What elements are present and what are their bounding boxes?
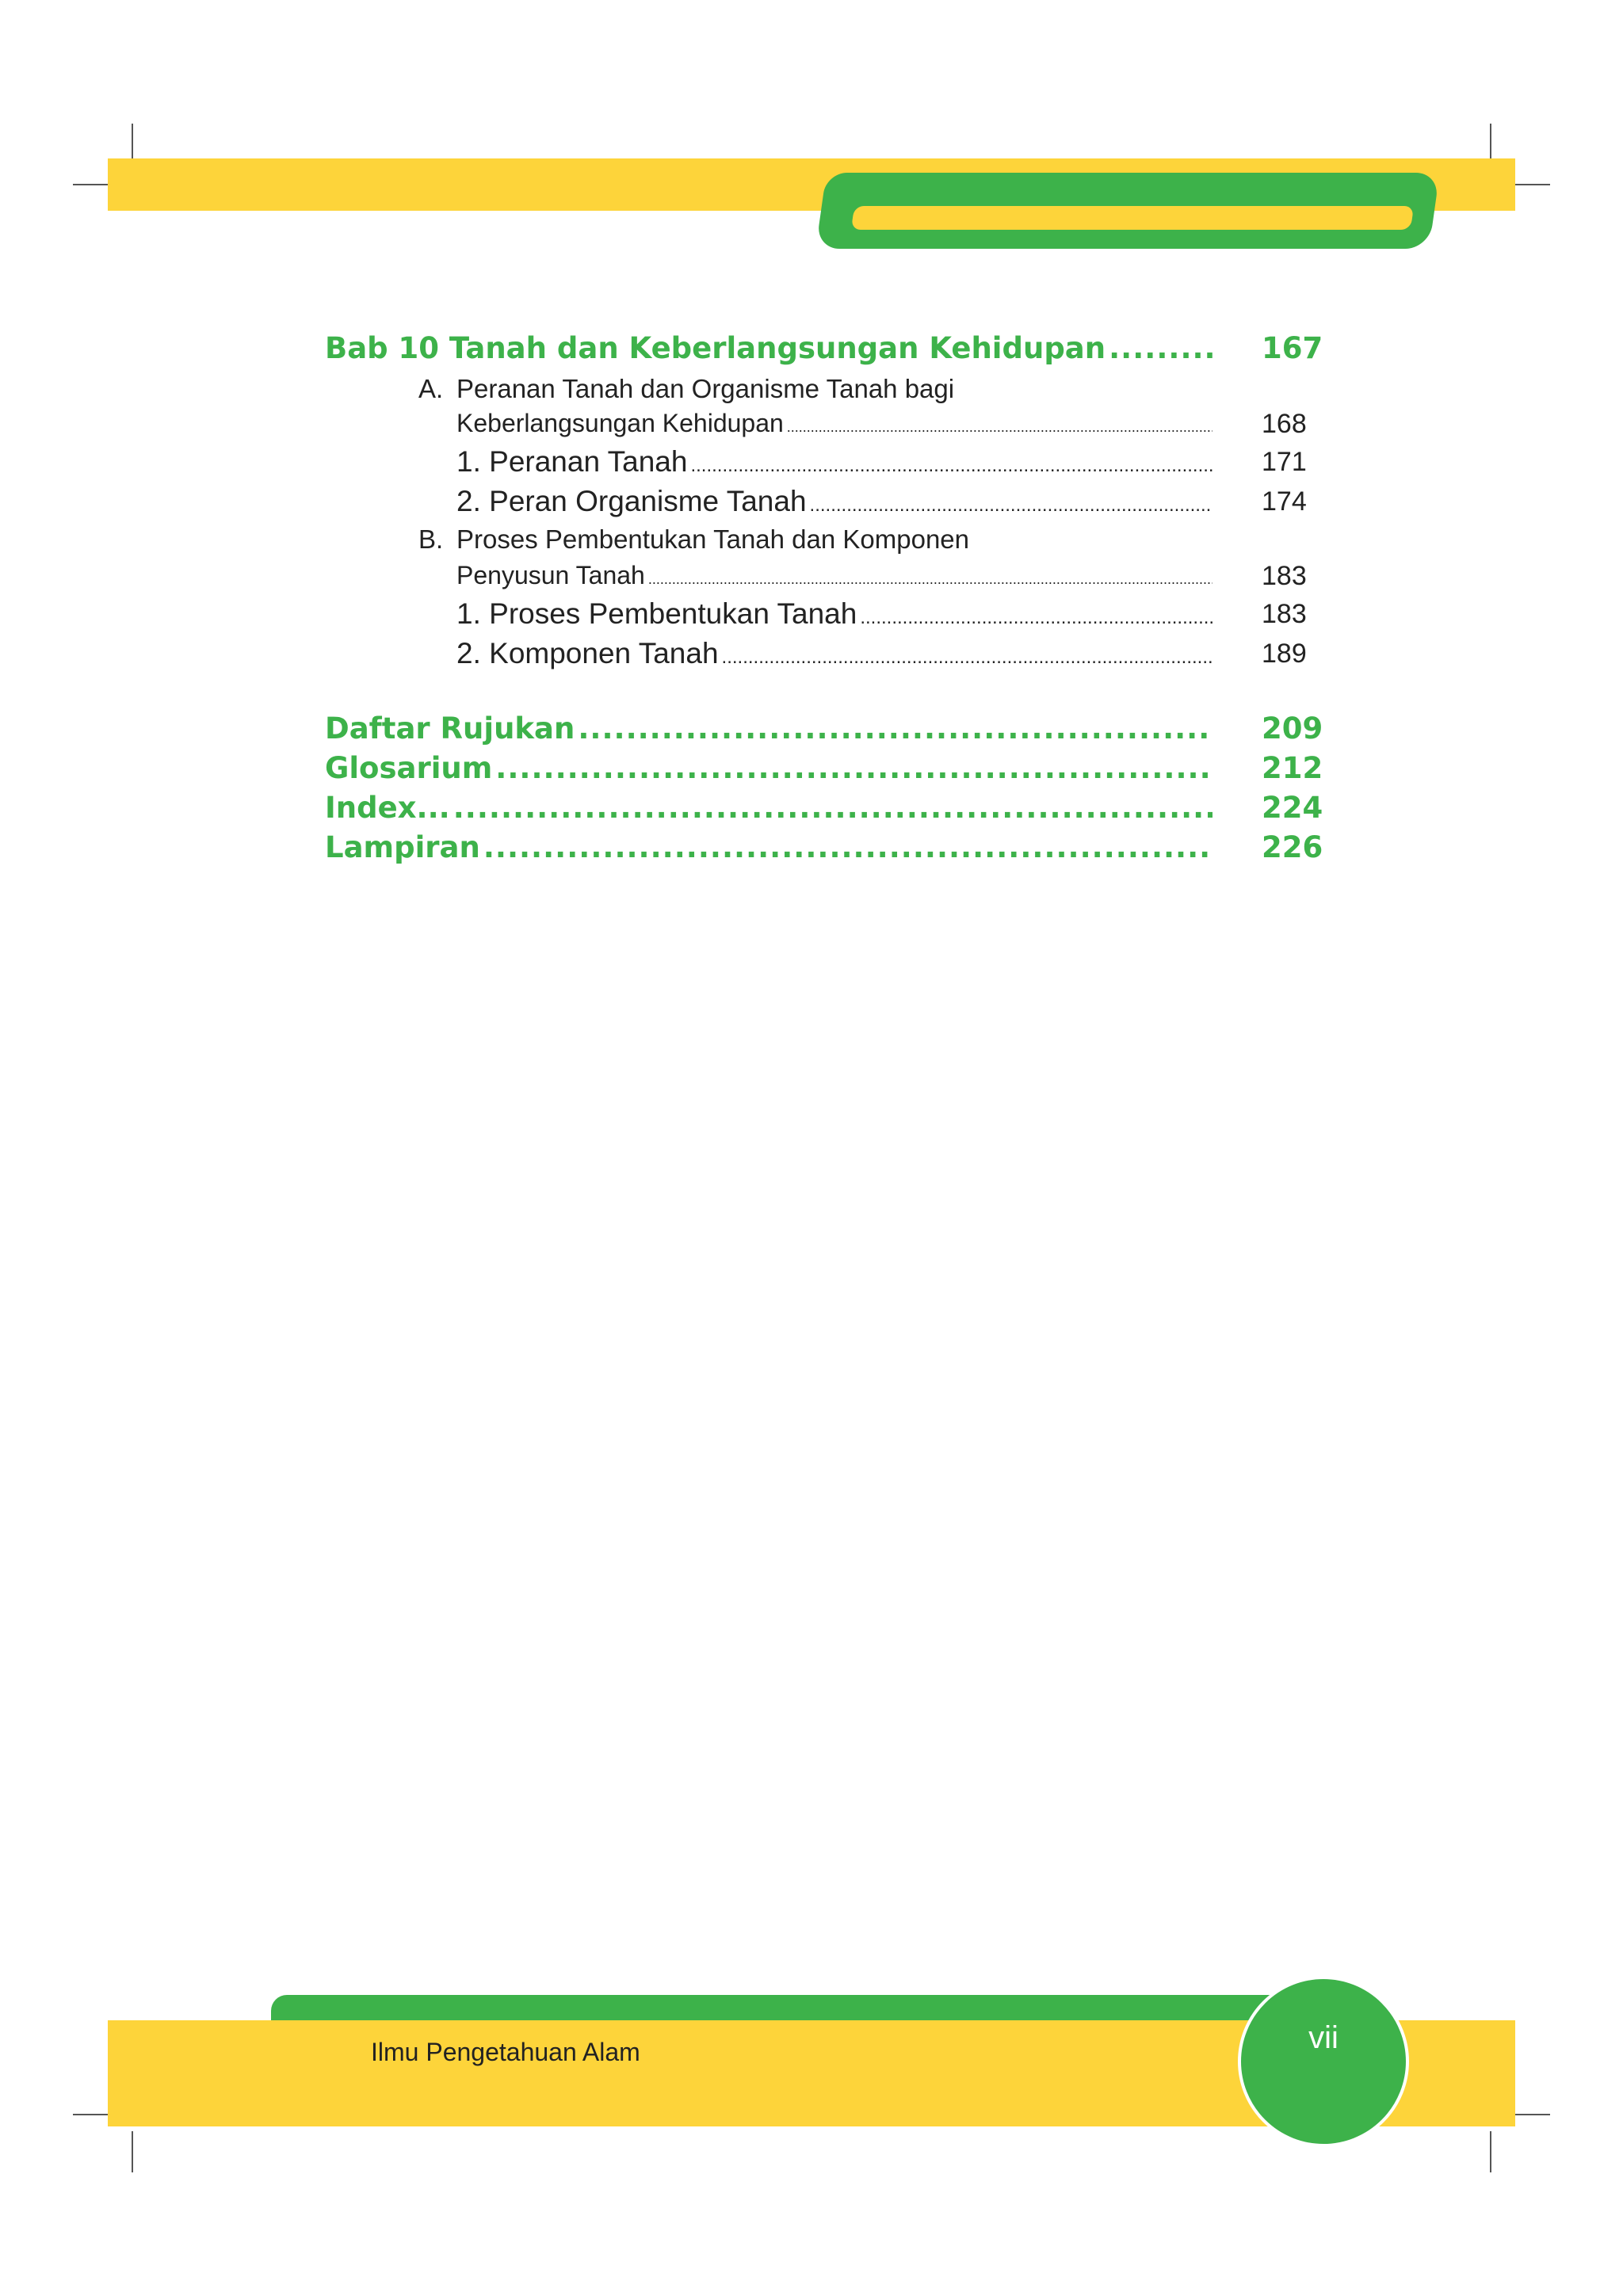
toc-leader-dots	[787, 419, 1212, 436]
toc-entry-label: Penyusun Tanah	[456, 561, 645, 589]
toc-leader-dots	[578, 711, 1212, 746]
toc-page-number: 189	[1262, 639, 1307, 669]
toc-leader-dots	[690, 455, 1212, 477]
toc-leader-dots	[722, 646, 1212, 669]
toc-leader-dots	[860, 607, 1212, 629]
toc-leader-dots	[810, 494, 1212, 517]
toc-page-number: 171	[1262, 447, 1307, 477]
toc-leader-dots	[648, 571, 1212, 588]
toc-section-a-line1[interactable]: Peranan Tanah dan Organisme Tanah bagi	[456, 374, 955, 403]
toc-entry-label: Glosarium	[325, 751, 493, 785]
crop-mark	[1490, 2131, 1491, 2172]
toc-page-number: 212	[1262, 751, 1323, 785]
toc-entry-label: Lampiran	[325, 830, 480, 864]
crop-mark	[132, 2131, 133, 2172]
toc-entry-label: 1. Peranan Tanah	[456, 445, 688, 478]
toc-section-b-line1[interactable]: Proses Pembentukan Tanah dan Komponen	[456, 524, 970, 554]
toc-entry-glosarium[interactable]	[325, 751, 1212, 785]
toc-entry-label: Bab 10 Tanah dan Keberlangsungan Kehidupan	[325, 331, 1106, 365]
toc-entry-daftar-rujukan[interactable]	[325, 711, 1212, 746]
page-number-circle	[1238, 1976, 1409, 2147]
toc-entry-label: Keberlangsungan Kehidupan	[456, 409, 784, 437]
footer-book-title: Ilmu Pengetahuan Alam	[371, 2038, 640, 2066]
toc-entry-section-b2[interactable]	[456, 637, 1212, 670]
toc-page-number: 224	[1262, 791, 1323, 825]
toc-entry-label: Daftar Rujukan	[325, 711, 575, 746]
toc-page-number: 183	[1262, 561, 1307, 591]
toc-leader-dots	[453, 791, 1212, 825]
toc-entry-section-b1[interactable]	[456, 597, 1212, 631]
toc-page-number: 209	[1262, 711, 1323, 746]
toc-leader-dots	[495, 751, 1212, 785]
toc-section-marker: B.	[418, 524, 444, 554]
toc-entry-label: 2. Komponen Tanah	[456, 637, 719, 669]
toc-page-number: 183	[1262, 599, 1307, 629]
toc-page-number: 167	[1262, 331, 1323, 365]
toc-entry-section-a1[interactable]	[456, 445, 1212, 479]
toc-entry-section-a[interactable]	[456, 409, 1212, 438]
toc-entry-label: 2. Peran Organisme Tanah	[456, 485, 807, 517]
toc-leader-dots	[483, 830, 1212, 864]
toc-entry-chapter-10[interactable]	[325, 331, 1212, 365]
header-tab-inner-stripe	[851, 206, 1414, 230]
page-number: vii	[1308, 2020, 1338, 2055]
toc-entry-label: 1. Proses Pembentukan Tanah	[456, 597, 857, 630]
toc-entry-section-b[interactable]	[456, 561, 1212, 590]
toc-entry-section-a2[interactable]	[456, 485, 1212, 518]
toc-entry-lampiran[interactable]	[325, 830, 1212, 864]
toc-page-number: 226	[1262, 830, 1323, 864]
toc-section-marker: A.	[418, 374, 444, 403]
toc-page-number: 168	[1262, 409, 1307, 439]
toc-leader-dots	[1109, 331, 1212, 365]
toc-page-number: 174	[1262, 486, 1307, 517]
toc-entry-label: Index...	[325, 791, 450, 825]
toc-entry-index[interactable]	[325, 791, 1212, 825]
